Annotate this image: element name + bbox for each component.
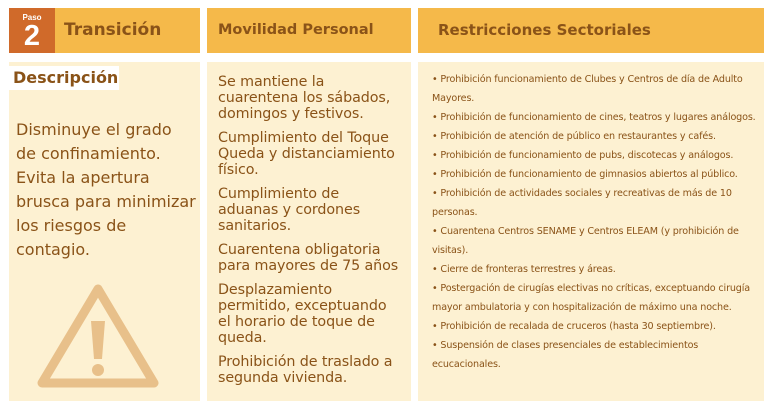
step-label: Paso	[22, 13, 42, 22]
list-item: • Prohibición de recalada de cruceros (hasta 30 septiembre).	[432, 321, 716, 332]
list-item: Cuarentena obligatoria para mayores de 75 años	[218, 242, 399, 274]
step-number: 2	[23, 20, 41, 52]
list-item: • Prohibición de atención de público en restaurantes y cafés.	[432, 131, 716, 142]
list-item: Prohibición de traslado a segunda vivienda.	[218, 354, 393, 386]
list-item: Cumplimiento de aduanas y cordones sanitarios.	[218, 186, 361, 234]
list-item: • Postergación de cirugías electivas no críticas, exceptuando cirugía mayor ambulatoria y con hospitalización de máximo una noche.	[432, 283, 750, 313]
list-item: Cumplimiento del Toque Queda y distanciamiento físico.	[218, 130, 395, 178]
list-item: • Prohibición de funcionamiento de gimnasios abiertos al público.	[432, 169, 738, 180]
list-item: • Prohibición de actividades sociales y recreativas de más de 10 personas.	[432, 188, 732, 218]
list-item: Se mantiene la cuarentena los sábados, domingos y festivos.	[218, 74, 391, 122]
list-item: Desplazamiento permitido, exceptuando el horario de toque de queda.	[218, 282, 387, 346]
step-badge	[9, 8, 55, 53]
list-item: • Suspensión de clases presenciales de establecimientos ecucacionales.	[432, 340, 699, 370]
list-item: • Prohibición de funcionamiento de cines, teatros y lugares análogos.	[432, 112, 756, 123]
restricciones-title: Restricciones Sectoriales	[438, 21, 651, 39]
list-item: • Cuarentena Centros SENAME y Centros ELEAM (y prohibición de visitas).	[432, 226, 739, 256]
warning-triangle-icon	[36, 283, 160, 390]
movilidad-list	[218, 74, 403, 394]
restricciones-list	[432, 70, 764, 374]
phase-title: Transición	[64, 20, 162, 40]
list-item: • Prohibición de funcionamiento de pubs, discotecas y análogos.	[432, 150, 734, 161]
descripcion-title: Descripción	[9, 66, 119, 90]
descripcion-text: Disminuye el grado de confinamiento. Evita la apertura brusca para minimizar los riesgos de contagio.	[16, 120, 196, 259]
list-item: • Prohibición funcionamiento de Clubes y Centros de día de Adulto Mayores.	[432, 74, 743, 104]
list-item: • Cierre de fronteras terrestres y áreas.	[432, 264, 616, 275]
movilidad-title: Movilidad Personal	[218, 22, 374, 38]
